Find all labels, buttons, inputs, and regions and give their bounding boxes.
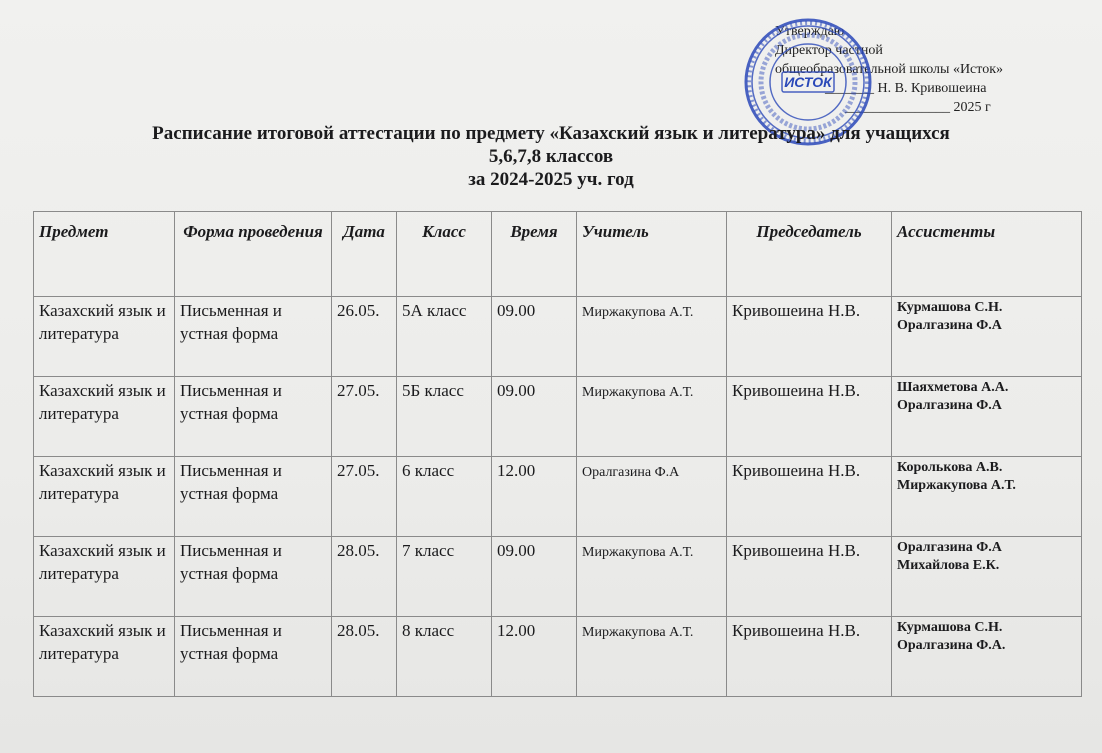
column-header: Время <box>492 212 577 297</box>
schedule-table <box>33 211 1082 697</box>
assistant-name: Королькова А.В. <box>897 460 1003 475</box>
class-cell: 7 класс <box>397 537 492 617</box>
chairman-cell: Кривошеина Н.В. <box>727 377 892 457</box>
column-header: Предмет <box>34 212 175 297</box>
approval-line: Утверждаю <box>775 24 845 39</box>
assistant-name: Оралгазина Ф.А <box>897 540 1002 555</box>
assistant-name: Оралгазина Ф.А. <box>897 638 1006 653</box>
column-header: Ассистенты <box>892 212 1082 297</box>
chairman-cell: Кривошеина Н.В. <box>727 297 892 377</box>
teacher-cell <box>577 457 727 537</box>
form-cell: Письменная и устная форма <box>175 377 332 457</box>
form-cell: Письменная и устная форма <box>175 537 332 617</box>
assistants-cell <box>892 537 1082 617</box>
time-cell: 12.00 <box>492 457 577 537</box>
approval-line: _______________ 2025 г <box>845 100 991 115</box>
form-cell: Письменная и устная форма <box>175 297 332 377</box>
column-header: Дата <box>332 212 397 297</box>
class-cell: 6 класс <box>397 457 492 537</box>
time-cell: 09.00 <box>492 377 577 457</box>
assistants-cell <box>892 617 1082 697</box>
teacher-name: Миржакупова А.Т. <box>582 305 694 320</box>
approval-line: Директор частной <box>775 43 883 58</box>
table-row <box>34 457 1082 537</box>
time-cell: 09.00 <box>492 297 577 377</box>
approval-line: _______ Н. В. Кривошеина <box>825 81 987 96</box>
teacher-cell <box>577 297 727 377</box>
teacher-name: Миржакупова А.Т. <box>582 385 694 400</box>
date-cell: 28.05. <box>332 537 397 617</box>
assistant-name: Шаяхметова А.А. <box>897 380 1009 395</box>
column-header: Форма проведения <box>175 212 332 297</box>
teacher-name: Миржакупова А.Т. <box>582 545 694 560</box>
teacher-name: Оралгазина Ф.А <box>582 465 680 480</box>
date-cell: 28.05. <box>332 617 397 697</box>
teacher-cell <box>577 617 727 697</box>
class-cell: 5А класс <box>397 297 492 377</box>
chairman-cell: Кривошеина Н.В. <box>727 537 892 617</box>
chairman-cell: Кривошеина Н.В. <box>727 617 892 697</box>
date-cell: 27.05. <box>332 457 397 537</box>
subject-cell: Казахский язык и литература <box>34 617 175 697</box>
date-cell: 27.05. <box>332 377 397 457</box>
column-header: Учитель <box>577 212 727 297</box>
table-row <box>34 297 1082 377</box>
form-cell: Письменная и устная форма <box>175 617 332 697</box>
title-line: 5,6,7,8 классов <box>488 146 614 167</box>
teacher-cell <box>577 377 727 457</box>
form-cell: Письменная и устная форма <box>175 457 332 537</box>
stamp-text: ИСТОК <box>784 74 832 90</box>
approval-line: общеобразовательной школы «Исток» <box>775 62 1004 77</box>
subject-cell: Казахский язык и литература <box>34 457 175 537</box>
column-header: Председатель <box>727 212 892 297</box>
assistant-name: Курмашова С.Н. <box>897 620 1003 635</box>
assistant-name: Миржакупова А.Т. <box>897 478 1016 493</box>
title-line: Расписание итоговой аттестации по предмету «Казахский язык и литература» для учащихся <box>152 123 950 144</box>
table-header-row <box>34 212 1082 297</box>
column-header: Класс <box>397 212 492 297</box>
assistant-name: Оралгазина Ф.А <box>897 318 1002 333</box>
class-cell: 5Б класс <box>397 377 492 457</box>
subject-cell: Казахский язык и литература <box>34 537 175 617</box>
subject-cell: Казахский язык и литература <box>34 377 175 457</box>
time-cell: 09.00 <box>492 537 577 617</box>
class-cell: 8 класс <box>397 617 492 697</box>
document-title <box>0 122 1102 191</box>
assistant-name: Курмашова С.Н. <box>897 300 1003 315</box>
title-line: за 2024-2025 уч. год <box>468 169 634 190</box>
teacher-cell <box>577 537 727 617</box>
date-cell: 26.05. <box>332 297 397 377</box>
table-row <box>34 377 1082 457</box>
table-row <box>34 537 1082 617</box>
assistants-cell <box>892 297 1082 377</box>
time-cell: 12.00 <box>492 617 577 697</box>
assistants-cell <box>892 377 1082 457</box>
subject-cell: Казахский язык и литература <box>34 297 175 377</box>
chairman-cell: Кривошеина Н.В. <box>727 457 892 537</box>
teacher-name: Миржакупова А.Т. <box>582 625 694 640</box>
table-row <box>34 617 1082 697</box>
assistants-cell <box>892 457 1082 537</box>
assistant-name: Михайлова Е.К. <box>897 558 1000 573</box>
assistant-name: Оралгазина Ф.А <box>897 398 1002 413</box>
